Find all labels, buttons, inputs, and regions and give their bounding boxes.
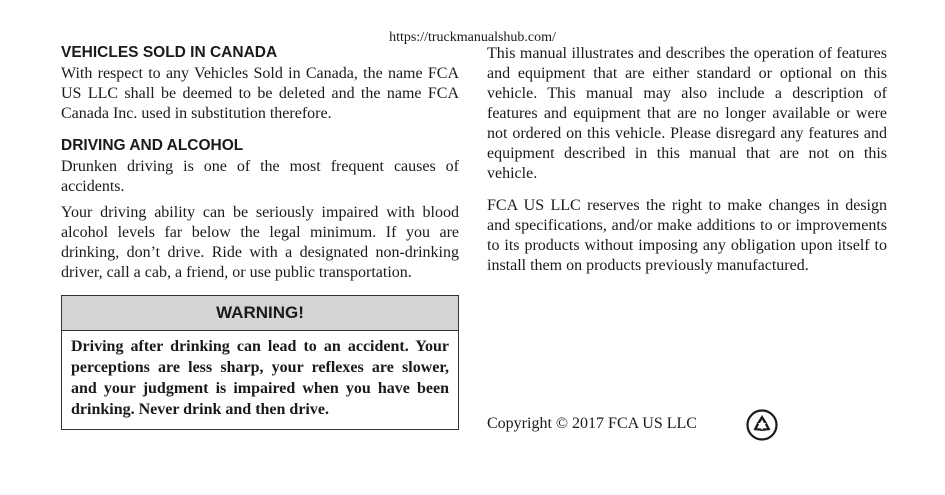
heading-driving-and-alcohol: DRIVING AND ALCOHOL	[61, 137, 244, 154]
recycle-icon	[746, 409, 778, 441]
copyright-notice: Copyright © 2017 FCA US LLC	[487, 415, 697, 432]
paragraph-manual-description: This manual illustrates and describes the operation of features and equipment that are either standard or optional on this vehicle. This manual may also include a description of features and equipment that are no longer available or were not ordered on this vehicle. Please disregard any features and equipment described in this manual that are not on this vehicle.	[487, 45, 887, 182]
paragraph-drunken-driving: Drunken driving is one of the most frequent causes of accidents.	[61, 158, 459, 195]
warning-box	[61, 295, 459, 430]
right-column	[487, 44, 887, 276]
paragraph-canada: With respect to any Vehicles Sold in Canada, the name FCA US LLC shall be deemed to be deleted and the name FCA Canada Inc. used in substitution therefore.	[61, 65, 459, 122]
paragraph-reserves-right: FCA US LLC reserves the right to make changes in design and specifications, and/or make additions to or improvements to its products without imposing any obligation upon itself to install them on products previously manufactured.	[487, 197, 887, 274]
warning-text: Driving after drinking can lead to an accident. Your perceptions are less sharp, your reflexes are slower, and your judgment is impaired when you have been drinking. Never drink and then drive.	[71, 338, 449, 418]
heading-vehicles-sold-in-canada: VEHICLES SOLD IN CANADA	[61, 44, 278, 61]
left-column	[61, 44, 459, 430]
paragraph-driving-ability: Your driving ability can be seriously impaired with blood alcohol levels far below the legal minimum. If you are drinking, don’t drive. Ride with a designated non-drinking driver, call a cab, a friend, or use public transportation.	[61, 204, 459, 281]
source-url: https://truckmanualshub.com/	[389, 30, 556, 45]
warning-title: WARNING!	[62, 296, 458, 331]
